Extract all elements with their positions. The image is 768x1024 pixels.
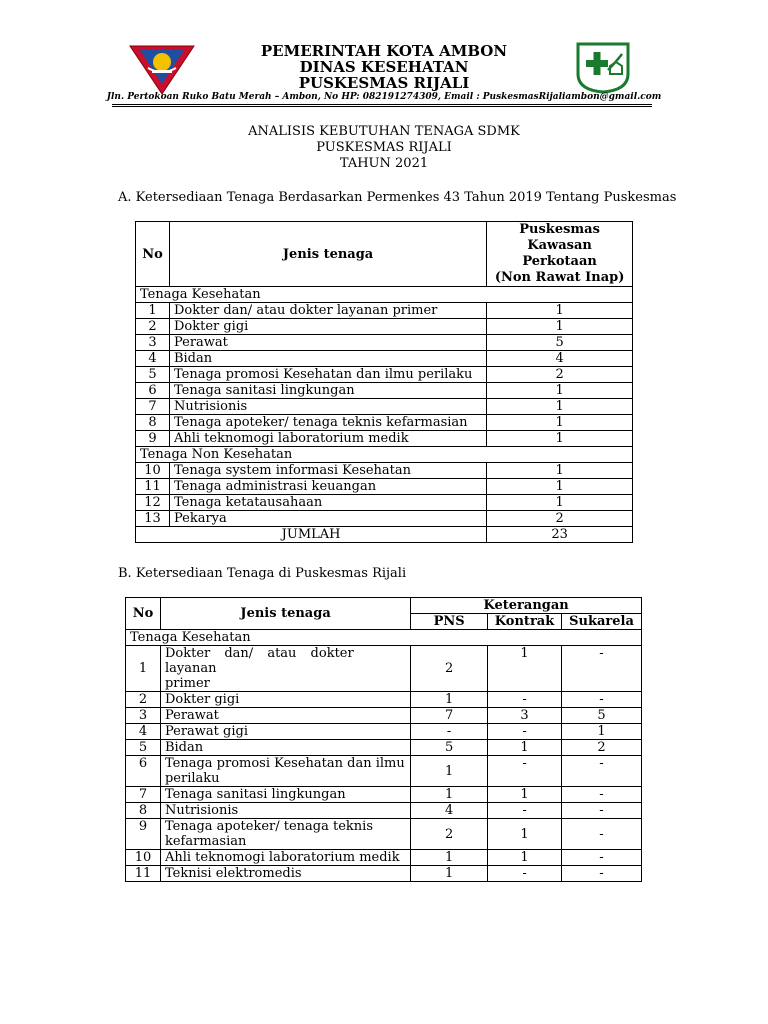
row-no: 3 — [136, 335, 170, 351]
document-year: TAHUN 2021 — [339, 156, 429, 171]
section-a-heading: A. Ketersediaan Tenaga Berdasarkan Permenkes 43 Tahun 2019 Tentang Puskesmas — [118, 190, 677, 205]
row-pns: 1 — [411, 787, 488, 803]
row-jenis — [160, 850, 410, 866]
header-department: DINAS KESEHATAN — [299, 58, 469, 76]
row-sukarela: - — [562, 866, 642, 882]
row-jenis: Perawat — [169, 335, 486, 351]
row-kontrak: - — [488, 756, 562, 787]
row-sukarela: - — [562, 787, 642, 803]
row-kontrak: 1 — [488, 740, 562, 756]
table-b — [125, 597, 642, 882]
row-no: 4 — [136, 351, 170, 367]
row-value: 5 — [487, 335, 633, 351]
row-jenis — [160, 866, 410, 882]
row-jenis: Ahli teknomogi laboratorium medik — [169, 431, 486, 447]
row-jenis — [160, 692, 410, 708]
table-row — [126, 646, 642, 692]
row-value: 1 — [487, 463, 633, 479]
row-pns: 7 — [411, 708, 488, 724]
row-value: 1 — [487, 399, 633, 415]
row-pns: 1 — [411, 756, 488, 787]
row-jenis — [160, 646, 410, 692]
table-row — [136, 303, 633, 319]
row-jenis-line1: Tenaga sanitasi lingkungan — [164, 787, 346, 802]
row-jenis: Dokter gigi — [169, 319, 486, 335]
row-no: 1 — [136, 303, 170, 319]
row-sukarela: - — [562, 850, 642, 866]
row-jenis: Tenaga administrasi keuangan — [169, 479, 486, 495]
row-jenis: Bidan — [169, 351, 486, 367]
row-no: 7 — [126, 787, 161, 803]
row-kontrak: 1 — [488, 646, 562, 692]
table-a-group-nonhealth: Tenaga Non Kesehatan — [136, 447, 633, 463]
table-row — [136, 511, 633, 527]
row-jenis-line1: Bidan — [164, 740, 204, 755]
row-no: 6 — [126, 756, 161, 787]
row-no: 11 — [126, 866, 161, 882]
row-kontrak: - — [488, 803, 562, 819]
table-row — [126, 740, 642, 756]
row-sukarela: - — [562, 819, 642, 850]
section-b-heading: B. Ketersediaan Tenaga di Puskesmas Rijali — [118, 566, 407, 581]
row-no: 9 — [136, 431, 170, 447]
table-row — [136, 479, 633, 495]
row-jenis — [160, 756, 410, 787]
table-row — [136, 335, 633, 351]
row-jenis: Pekarya — [169, 511, 486, 527]
table-row — [136, 319, 633, 335]
table-row — [126, 866, 642, 882]
row-jenis: Tenaga promosi Kesehatan dan ilmu perilaku — [169, 367, 486, 383]
table-row — [126, 708, 642, 724]
row-sukarela: - — [562, 756, 642, 787]
row-value: 1 — [487, 303, 633, 319]
row-no: 5 — [126, 740, 161, 756]
table-row — [136, 367, 633, 383]
row-no: 13 — [136, 511, 170, 527]
row-no: 9 — [126, 819, 161, 850]
row-pns: 2 — [411, 646, 488, 692]
row-pns: 4 — [411, 803, 488, 819]
row-no: 8 — [136, 415, 170, 431]
header-address: Jln. Pertokoan Ruko Batu Merah – Ambon, No HP: 082191274309, Email : PuskesmasRijaliambon@gmail.com — [106, 92, 662, 102]
row-no: 6 — [136, 383, 170, 399]
row-no: 10 — [126, 850, 161, 866]
row-jenis — [160, 708, 410, 724]
table-row — [136, 495, 633, 511]
row-kontrak: 1 — [488, 850, 562, 866]
table-row — [136, 431, 633, 447]
table-row — [136, 383, 633, 399]
row-pns: 1 — [411, 850, 488, 866]
row-jenis: Nutrisionis — [169, 399, 486, 415]
table-b-header-no: No — [126, 598, 161, 630]
table-row — [126, 803, 642, 819]
row-kontrak: 1 — [488, 787, 562, 803]
row-jenis: Dokter dan/ atau dokter layanan primer — [169, 303, 486, 319]
row-jenis-line1: Nutrisionis — [164, 803, 239, 818]
table-row — [126, 724, 642, 740]
row-value: 2 — [487, 367, 633, 383]
row-jenis — [160, 819, 410, 850]
row-jenis — [160, 803, 410, 819]
table-a-header-no: No — [136, 222, 170, 287]
row-no: 11 — [136, 479, 170, 495]
table-b-header-jenis: Jenis tenaga — [160, 598, 410, 630]
row-jenis: Tenaga system informasi Kesehatan — [169, 463, 486, 479]
table-row — [136, 399, 633, 415]
table-b-header-kontrak: Kontrak — [488, 614, 562, 630]
header-divider — [112, 104, 652, 105]
table-row — [136, 463, 633, 479]
table-a-total-value: 23 — [487, 527, 633, 543]
row-sukarela: 5 — [562, 708, 642, 724]
row-pns: 1 — [411, 692, 488, 708]
row-jenis — [160, 787, 410, 803]
table-row — [126, 819, 642, 850]
row-jenis-line1: Tenaga promosi Kesehatan dan ilmu — [164, 756, 405, 771]
row-jenis-line1: Perawat — [164, 708, 219, 723]
row-value: 1 — [487, 479, 633, 495]
table-a-total-label: JUMLAH — [136, 527, 487, 543]
row-sukarela: - — [562, 803, 642, 819]
row-no: 5 — [136, 367, 170, 383]
row-value: 1 — [487, 383, 633, 399]
header-divider-thin — [112, 106, 652, 107]
row-no: 8 — [126, 803, 161, 819]
row-no: 7 — [136, 399, 170, 415]
row-pns: 5 — [411, 740, 488, 756]
row-jenis-line2: primer — [164, 676, 210, 691]
table-b-group-health: Tenaga Kesehatan — [126, 630, 642, 646]
row-no: 1 — [126, 646, 161, 692]
document-title: ANALISIS KEBUTUHAN TENAGA SDMK — [248, 124, 520, 139]
row-kontrak: 3 — [488, 708, 562, 724]
header-government: PEMERINTAH KOTA AMBON — [260, 42, 508, 60]
row-no: 2 — [136, 319, 170, 335]
table-row — [136, 351, 633, 367]
document-subtitle: PUSKESMAS RIJALI — [316, 140, 452, 155]
table-a-group-health: Tenaga Kesehatan — [136, 287, 633, 303]
header-puskesmas: PUSKESMAS RIJALI — [298, 74, 470, 92]
table-b-header-sukarela: Sukarela — [562, 614, 642, 630]
row-value: 4 — [487, 351, 633, 367]
row-no: 10 — [136, 463, 170, 479]
row-value: 1 — [487, 415, 633, 431]
row-pns: 2 — [411, 819, 488, 850]
row-sukarela: 2 — [562, 740, 642, 756]
row-no: 2 — [126, 692, 161, 708]
table-row — [126, 756, 642, 787]
table-b-header-pns: PNS — [411, 614, 488, 630]
row-jenis: Tenaga sanitasi lingkungan — [169, 383, 486, 399]
row-kontrak: - — [488, 866, 562, 882]
table-row — [126, 787, 642, 803]
row-value: 1 — [487, 431, 633, 447]
row-sukarela: - — [562, 646, 642, 692]
row-kontrak: - — [488, 724, 562, 740]
row-kontrak: 1 — [488, 819, 562, 850]
row-jenis-line2: kefarmasian — [164, 834, 247, 849]
row-jenis-line1: Teknisi elektromedis — [164, 866, 302, 881]
row-jenis-line1: Perawat gigi — [164, 724, 248, 739]
row-value: 1 — [487, 495, 633, 511]
kota-ambon-emblem-icon — [126, 40, 198, 96]
row-jenis: Tenaga apoteker/ tenaga teknis kefarmasian — [169, 415, 486, 431]
row-pns: 1 — [411, 866, 488, 882]
row-jenis-line1: Dokter dan/ atau dokter layanan — [164, 646, 354, 676]
table-row — [126, 850, 642, 866]
table-b-header-keterangan: Keterangan — [411, 598, 642, 614]
row-jenis — [160, 740, 410, 756]
row-value: 2 — [487, 511, 633, 527]
row-no: 3 — [126, 708, 161, 724]
row-jenis: Tenaga ketatausahaan — [169, 495, 486, 511]
row-jenis-line1: Dokter gigi — [164, 692, 240, 707]
row-jenis-line1: Ahli teknomogi laboratorium medik — [164, 850, 400, 865]
table-a-header-puskesmas: Puskesmas Kawasan Perkotaan (Non Rawat Inap) — [487, 222, 633, 287]
table-a-header-jenis: Jenis tenaga — [169, 222, 486, 287]
table-row — [126, 692, 642, 708]
table-row — [136, 415, 633, 431]
row-jenis-line1: Tenaga apoteker/ tenaga teknis — [164, 819, 374, 834]
row-value: 1 — [487, 319, 633, 335]
row-sukarela: - — [562, 692, 642, 708]
row-jenis-line2: perilaku — [164, 771, 220, 786]
table-a — [135, 221, 633, 543]
row-no: 12 — [136, 495, 170, 511]
row-kontrak: - — [488, 692, 562, 708]
row-pns: - — [411, 724, 488, 740]
puskesmas-logo-icon — [572, 40, 634, 94]
row-no: 4 — [126, 724, 161, 740]
row-sukarela: 1 — [562, 724, 642, 740]
row-jenis — [160, 724, 410, 740]
